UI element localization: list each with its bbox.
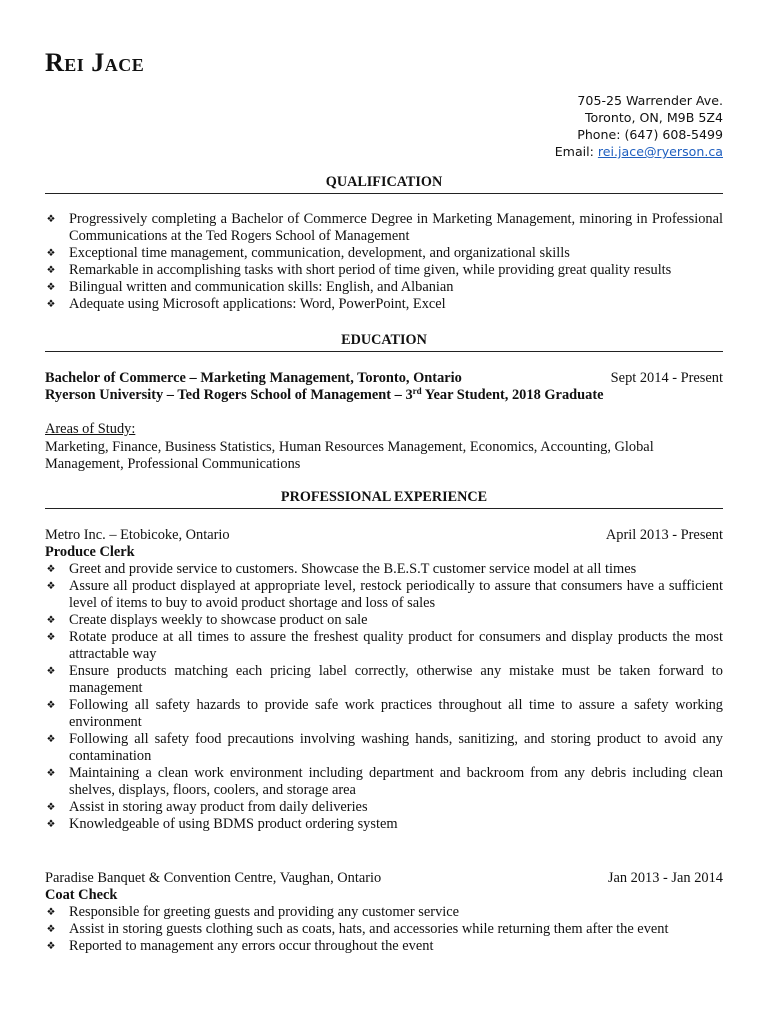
qualification-item: ❖ Bilingual written and communication skills: English, and Albanian [46,279,454,295]
bullet-icon: ❖ [46,214,56,225]
experience-divider [45,508,723,509]
experience-heading: PROFESSIONAL EXPERIENCE [280,489,488,505]
bullet-icon: ❖ [46,299,56,310]
duty-item: ❖ Knowledgeable of using BDMS product ordering system [46,816,398,832]
duty-item: ❖ Create displays weekly to showcase product on sale [46,612,368,628]
bullet-icon: ❖ [46,564,56,575]
job-employer: Metro Inc. – Etobicoke, Ontario [45,527,230,543]
email-label: Email: [554,144,598,159]
school-line: Ryerson University – Ted Rogers School of Management – 3rd Year Student, 2018 Graduate [45,386,604,403]
areas-of-study-label: Areas of Study: [45,421,136,437]
education-divider [45,351,723,352]
duty-item: ❖ Following all safety hazards to provide safe work practices throughout all time to assure a safety working environment [46,697,723,730]
bullet-icon: ❖ [46,819,56,830]
job-duties-list [46,904,723,955]
duty-item: ❖ Assure all product displayed at appropriate level, restock periodically to assure that consumers have a sufficient level of items to buy to avoid product shortage and loss of sales [46,578,723,611]
contact-block [555,92,723,160]
qualification-heading: QUALIFICATION [325,174,443,190]
qualification-divider [45,193,723,194]
phone-line: Phone: (647) 608-5499 [577,127,723,142]
qualification-item: ❖ Exceptional time management, communication, development, and organizational skills [46,245,570,261]
degree-title: Bachelor of Commerce – Marketing Management, Toronto, Ontario [45,370,462,386]
qualification-item: ❖ Adequate using Microsoft applications: Word, PowerPoint, Excel [46,296,446,312]
areas-of-study-line-2: Management, Professional Communications [45,456,301,472]
bullet-icon: ❖ [46,248,56,259]
address-line-1: 705-25 Warrender Ave. [577,93,723,108]
bullet-icon: ❖ [46,941,56,952]
duty-item: ❖ Following all safety food precautions involving washing hands, sanitizing, and storing product to avoid any contamination [46,731,723,764]
job-role: Produce Clerk [45,544,135,560]
education-dates: Sept 2014 - Present [610,370,723,386]
address-line-2: Toronto, ON, M9B 5Z4 [584,110,723,125]
bullet-icon: ❖ [46,802,56,813]
bullet-icon: ❖ [46,282,56,293]
job-dates: April 2013 - Present [605,527,723,543]
applicant-name: Rei Jace [45,48,145,77]
areas-of-study-line-1: Marketing, Finance, Business Statistics, Human Resources Management, Economics, Accounting, Global [45,439,654,455]
bullet-icon: ❖ [46,632,56,643]
duty-item: ❖ Ensure products matching each pricing label correctly, otherwise any mistake must be taken forward to management [46,663,723,696]
bullet-icon: ❖ [46,581,56,592]
qualification-list [46,211,723,313]
bullet-icon: ❖ [46,615,56,626]
email-line [555,143,723,160]
bullet-icon: ❖ [46,924,56,935]
bullet-icon: ❖ [46,700,56,711]
qualification-item: ❖ Progressively completing a Bachelor of Commerce Degree in Marketing Management, minoring in Professional Communications at the Ted Rogers School of Management [46,211,723,244]
bullet-icon: ❖ [46,907,56,918]
duty-item: ❖ Rotate produce at all times to assure the freshest quality product for consumers and display products the most attractable way [46,629,723,662]
duty-item: ❖ Assist in storing guests clothing such as coats, hats, and accessories while returning them after the event [46,921,669,937]
bullet-icon: ❖ [46,734,56,745]
duty-item: ❖ Assist in storing away product from daily deliveries [46,799,368,815]
bullet-icon: ❖ [46,768,56,779]
bullet-icon: ❖ [46,265,56,276]
duty-item: ❖ Responsible for greeting guests and providing any customer service [46,904,460,920]
duty-item: ❖ Greet and provide service to customers. Showcase the B.E.S.T customer service model at all times [46,561,637,577]
duty-item: ❖ Maintaining a clean work environment including department and backroom from any debris including clean shelves, displays, floors, coolers, and storage area [46,765,723,798]
education-heading: EDUCATION [341,332,427,348]
bullet-icon: ❖ [46,666,56,677]
job-duties-list [46,561,723,833]
job-role: Coat Check [45,887,118,903]
job-dates: Jan 2013 - Jan 2014 [607,870,723,886]
duty-item: ❖ Reported to management any errors occur throughout the event [46,938,434,954]
qualification-item: ❖ Remarkable in accomplishing tasks with short period of time given, while providing great quality results [46,262,672,278]
email-link[interactable]: rei.jace@ryerson.ca [597,144,723,159]
job-employer: Paradise Banquet & Convention Centre, Vaughan, Ontario [45,870,382,886]
